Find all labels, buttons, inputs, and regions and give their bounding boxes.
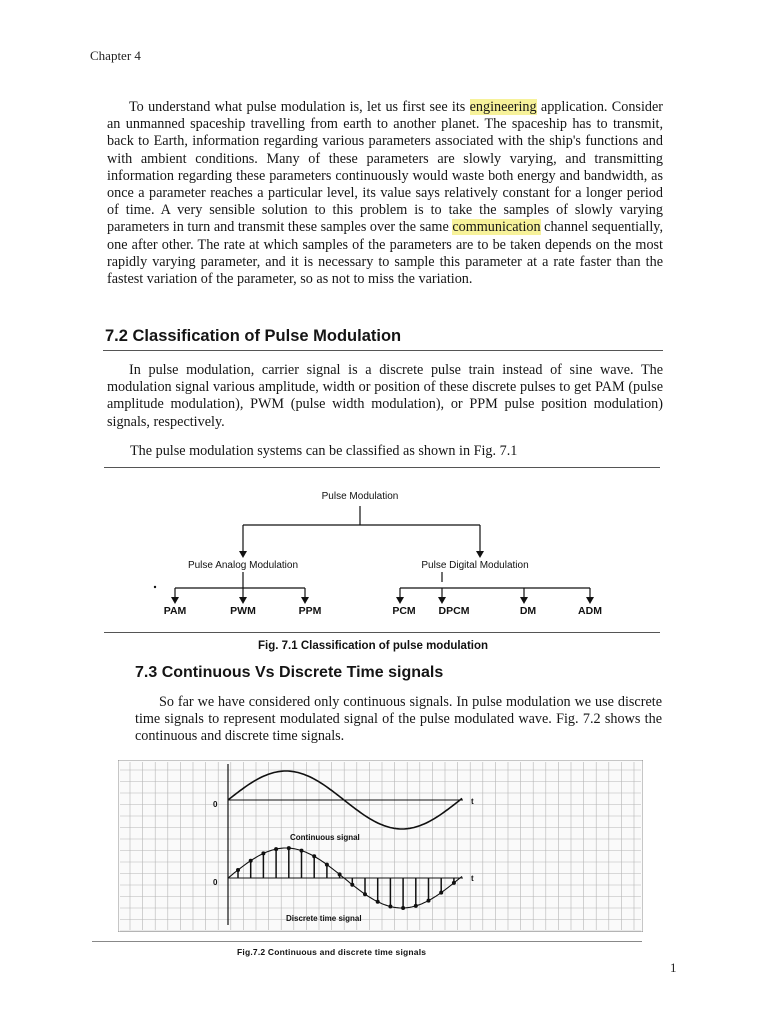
sample-dot xyxy=(363,892,367,896)
section-7-2-paragraph: In pulse modulation, carrier signal is a discrete pulse train instead of sine wave. The modulation signal various amplitude, width or position of these discrete pulses to get PAM (pulse amplitude modulation), PWM (pulse width modulation), or PPM pulse position modulation) signals, respectively. xyxy=(107,362,663,430)
section-7-2-figure-intro: The pulse modulation systems can be classified as shown in Fig. 7.1 xyxy=(130,443,518,459)
sample-dot xyxy=(274,847,278,851)
leaf-dm: DM xyxy=(519,605,537,617)
heading-rule xyxy=(103,350,663,351)
sample-dot xyxy=(325,863,329,867)
section-7-3-paragraph: So far we have considered only continuous signals. In pulse modulation we use discrete time signals to represent modulated signal of the pulse modulated wave. Fig. 7.2 shows the continuous and discrete time signals. xyxy=(135,694,662,745)
t-label-bottom: t xyxy=(471,874,474,883)
sample-dot xyxy=(287,846,291,850)
figure-7-2-rule xyxy=(92,941,642,942)
sample-dot xyxy=(452,881,456,885)
highlight-engineering: engineering xyxy=(469,99,537,115)
figure-7-1-caption: Fig. 7.1 Classification of pulse modulation xyxy=(258,640,489,652)
figure-7-2-caption: Fig.7.2 Continuous and discrete time signals xyxy=(237,947,427,957)
chapter-header: Chapter 4 xyxy=(90,48,141,63)
sample-dot xyxy=(249,859,253,863)
section-heading-7-2: 7.2 Classification of Pulse Modulation xyxy=(105,327,402,345)
sample-dot xyxy=(388,905,392,909)
sample-dot xyxy=(401,906,405,910)
sample-dot xyxy=(376,900,380,904)
node-pulse-modulation: Pulse Modulation xyxy=(321,491,399,502)
section-heading-7-3: 7.3 Continuous Vs Discrete Time signals xyxy=(135,664,444,681)
signal-graph xyxy=(118,760,643,932)
sample-dot xyxy=(236,868,240,872)
figure-top-rule xyxy=(104,467,660,468)
sample-dot xyxy=(439,891,443,895)
intro-text-1: To understand what pulse modulation is, let us first see its xyxy=(129,99,470,115)
sample-dot xyxy=(338,872,342,876)
stray-dot xyxy=(154,586,156,588)
sample-dot xyxy=(427,899,431,903)
origin-label-bottom: 0 xyxy=(213,878,218,887)
discrete-signal-label: Discrete time signal xyxy=(286,914,362,923)
page-number: 1 xyxy=(670,960,677,975)
sample-dot xyxy=(350,883,354,887)
node-pulse-digital-modulation: Pulse Digital Modulation xyxy=(421,560,529,571)
node-pulse-analog-modulation: Pulse Analog Modulation xyxy=(187,560,299,571)
leaf-adm: ADM xyxy=(578,605,602,617)
leaf-ppm: PPM xyxy=(298,605,322,617)
sample-dot xyxy=(312,854,316,858)
intro-text-3: channel sequentially, one after other. The rate at which samples of the parameters are to be taken depends on the most rapidly varying parameter, and it is necessary to sample this parameter at a rate faster than the fastest variation of the parameter, so as not to miss the variation. xyxy=(107,219,664,288)
leaf-pam: PAM xyxy=(163,605,187,617)
figure-bottom-rule xyxy=(104,632,660,633)
highlight-communication: communication xyxy=(452,219,541,236)
classification-diagram xyxy=(120,470,665,635)
leaf-pwm: PWM xyxy=(230,605,256,617)
intro-paragraph xyxy=(107,99,663,288)
sample-dot xyxy=(300,849,304,853)
intro-text-2: application. Consider an unmanned spaceship travelling from earth to another planet. The spaceship has to transmit, back to Earth, information regarding various parameters associated with the ship's functions and with ambient conditions. Many of these parameters are slowly varying, and transmitting information regarding these parameters continuously would waste both energy and bandwidth, as once a parameter reaches a particular level, its value says relatively constant for a longer period of time. A very sensible solution to this problem is to take the samples of slowly varying parameters in turn and transmit these samples over the same xyxy=(107,99,663,236)
t-label-top: t xyxy=(471,797,474,806)
origin-label-top: 0 xyxy=(213,800,218,809)
leaf-dpcm: DPCM xyxy=(438,605,470,617)
continuous-signal-label: Continuous signal xyxy=(290,833,360,842)
sample-dot xyxy=(261,851,265,855)
leaf-pcm: PCM xyxy=(392,605,416,617)
sample-dot xyxy=(414,904,418,908)
